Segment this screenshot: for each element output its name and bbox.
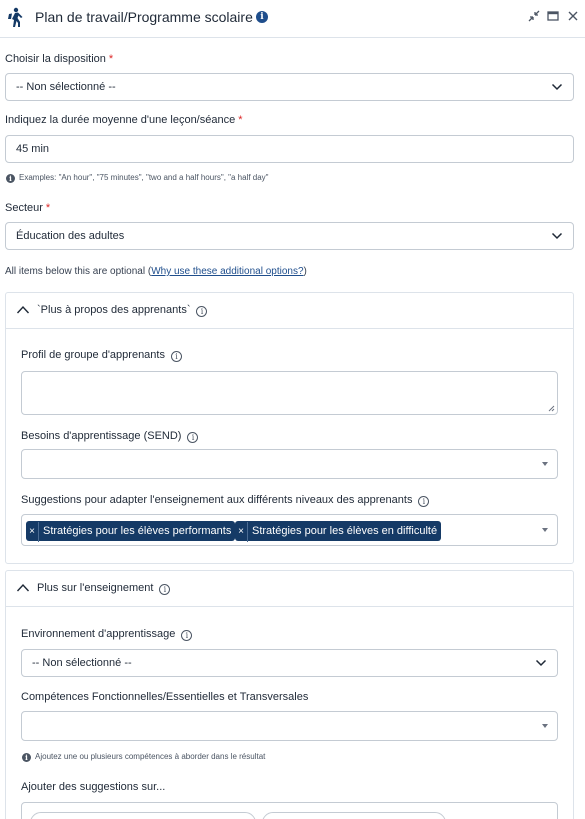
resize-grip-icon[interactable] bbox=[548, 405, 555, 412]
chevron-down-icon bbox=[535, 659, 547, 667]
remove-tag-icon[interactable]: × bbox=[235, 522, 248, 542]
send-label: Besoins d'apprentissage (SEND) i bbox=[21, 430, 198, 443]
info-icon[interactable]: i bbox=[418, 496, 429, 507]
competences-label: Compétences Fonctionnelles/Essentielles et Transversales bbox=[21, 691, 309, 703]
environment-label: Environnement d'apprentissage i bbox=[21, 628, 192, 641]
panel-learners bbox=[5, 292, 574, 564]
disposition-label: Choisir la disposition * bbox=[5, 53, 114, 65]
suggestions-box[interactable] bbox=[21, 802, 558, 819]
panel-teaching-title: Plus sur l'enseignement i bbox=[37, 582, 170, 595]
info-icon[interactable]: i bbox=[256, 11, 268, 23]
disposition-select[interactable] bbox=[5, 73, 574, 101]
panel-learners-title: `Plus à propos des apprenants` i bbox=[37, 304, 207, 317]
caret-down-icon bbox=[542, 462, 548, 466]
selected-tag[interactable]: × Stratégies pour les élèves performants bbox=[26, 521, 235, 541]
close-icon[interactable] bbox=[566, 9, 580, 23]
info-icon[interactable]: i bbox=[196, 306, 207, 317]
suggestion-pill[interactable] bbox=[262, 812, 446, 819]
dialog-header bbox=[0, 0, 585, 38]
panel-learners-header[interactable] bbox=[6, 293, 573, 329]
differentiation-multiselect[interactable] bbox=[21, 514, 558, 546]
chevron-up-icon bbox=[16, 305, 30, 314]
disposition-value: -- Non sélectionné -- bbox=[16, 81, 116, 93]
group-profile-textarea[interactable] bbox=[21, 371, 558, 415]
info-icon[interactable]: i bbox=[187, 432, 198, 443]
chevron-up-icon bbox=[16, 583, 30, 592]
collapse-icon[interactable] bbox=[527, 9, 541, 23]
send-select[interactable] bbox=[21, 449, 558, 479]
environment-select[interactable] bbox=[21, 649, 558, 677]
differentiation-label: Suggestions pour adapter l'enseignement aux différents niveaux des apprenants i bbox=[21, 494, 429, 507]
sector-select[interactable] bbox=[5, 222, 574, 250]
info-icon[interactable]: i bbox=[181, 630, 192, 641]
remove-tag-icon[interactable]: × bbox=[26, 522, 39, 542]
selected-tag[interactable]: × Stratégies pour les élèves en difficulté bbox=[235, 521, 441, 541]
caret-down-icon bbox=[542, 528, 548, 532]
duration-value: 45 min bbox=[16, 143, 50, 155]
why-options-link[interactable]: Why use these additional options? bbox=[151, 266, 304, 277]
dialog-title: Plan de travail/Programme scolaire bbox=[35, 9, 253, 25]
competences-select[interactable] bbox=[21, 711, 558, 741]
competences-hint: i Ajoutez une ou plusieurs compétences à aborder dans le résultat bbox=[22, 752, 265, 762]
caret-down-icon bbox=[542, 724, 548, 728]
suggestions-label: Ajouter des suggestions sur... bbox=[21, 781, 166, 793]
chevron-down-icon bbox=[551, 83, 563, 91]
sector-label: Secteur * bbox=[5, 202, 51, 214]
panel-teaching-header[interactable] bbox=[6, 571, 573, 607]
duration-hint: i Examples: "An hour", "75 minutes", "two and a half hours", "a half day" bbox=[6, 173, 269, 183]
optional-note: All items below this are optional (Why use these additional options?) bbox=[5, 266, 307, 277]
panel-teaching bbox=[5, 570, 574, 819]
suggestion-pill[interactable] bbox=[30, 812, 256, 819]
duration-label: Indiquez la durée moyenne d'une leçon/séance * bbox=[5, 114, 243, 126]
info-icon[interactable]: i bbox=[171, 351, 182, 362]
group-profile-label: Profil de groupe d'apprenants i bbox=[21, 349, 182, 362]
info-icon[interactable]: i bbox=[159, 584, 170, 595]
hiker-icon bbox=[6, 7, 24, 29]
sector-value: Éducation des adultes bbox=[16, 230, 125, 242]
duration-input[interactable] bbox=[5, 135, 574, 163]
environment-value: -- Non sélectionné -- bbox=[32, 657, 132, 669]
maximize-icon[interactable] bbox=[546, 9, 560, 23]
info-icon: i bbox=[22, 753, 31, 762]
info-icon: i bbox=[6, 174, 15, 183]
chevron-down-icon bbox=[551, 232, 563, 240]
